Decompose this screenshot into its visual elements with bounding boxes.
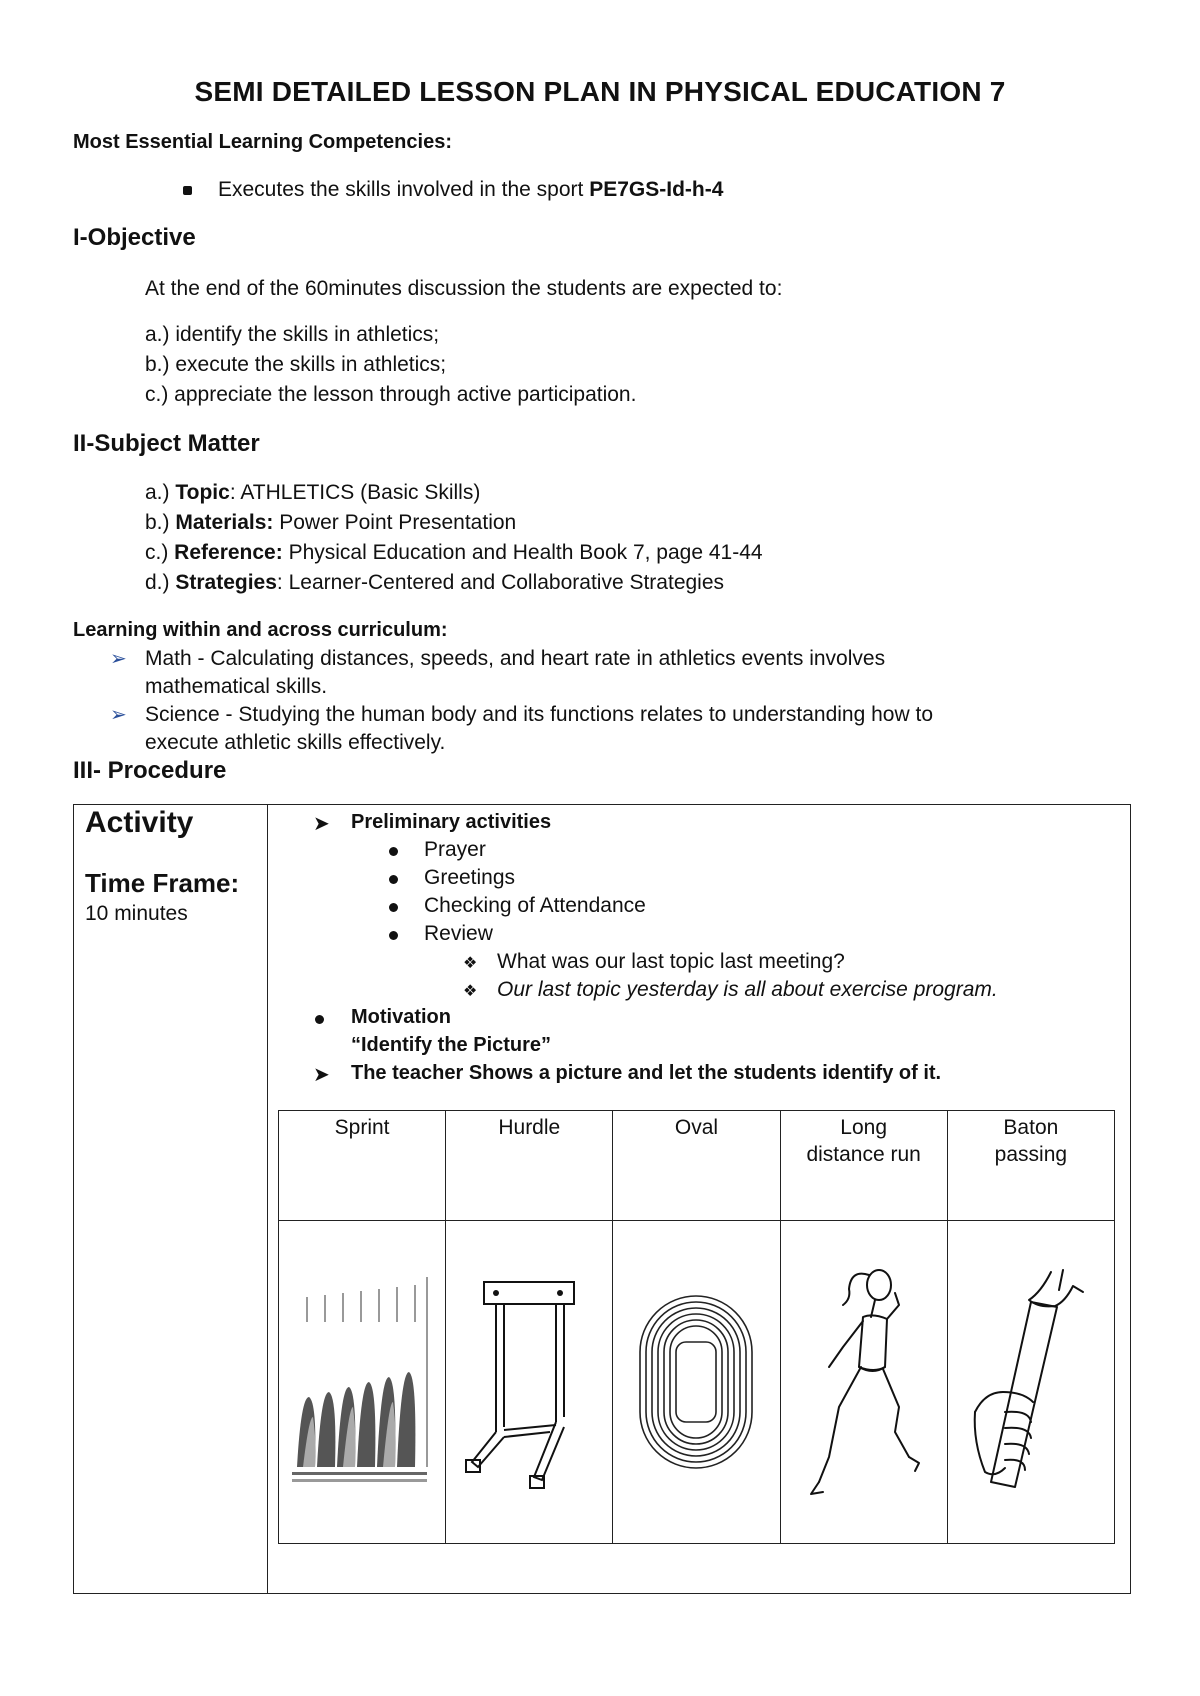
procedure-divider [267,804,268,1594]
motivation-heading: Motivation [351,1006,451,1028]
objective-item-a: a.) identify the skills in athletics; [145,323,440,346]
square-bullet-icon [183,186,192,195]
subject-item-strategies: d.) Strategies: Learner-Centered and Collaborative Strategies [145,571,725,594]
baton-pass-illustration [971,1262,1091,1502]
procedure-heading: III- Procedure [73,757,227,784]
round-bullet-icon [389,903,398,912]
column-header-hurdle: Hurdle [446,1111,613,1221]
competencies-heading: Most Essential Learning Competencies: [73,131,452,153]
preliminary-item-attendance: Checking of Attendance [424,894,646,917]
objective-intro: At the end of the 60minutes discussion the students are expected to: [145,277,783,300]
review-question: What was our last topic last meeting? [497,950,845,973]
column-header-long-distance-run: Long distance run [780,1111,947,1221]
chevron-bullet-icon: ➤ [313,1064,330,1086]
curriculum-science-line2: execute athletic skills effectively. [145,731,446,754]
oval-picture-cell [613,1221,780,1544]
round-bullet-icon [389,875,398,884]
teacher-instruction: The teacher Shows a picture and let the students identify of it. [351,1062,942,1084]
arrow-bullet-icon: ➢ [110,704,127,726]
competency-text: Executes the skills involved in the sport [218,178,584,201]
baton-passing-picture-cell [947,1221,1114,1544]
oval-track-illustration [636,1292,756,1472]
subject-item-reference: c.) Reference: Physical Education and Health Book 7, page 41-44 [145,541,763,564]
preliminary-heading: Preliminary activities [351,811,552,833]
time-frame-label: Time Frame: [85,868,240,898]
activity-label: Activity [85,806,194,839]
arrow-bullet-icon: ➢ [110,648,127,670]
column-header-baton-passing: Baton passing [947,1111,1114,1221]
objective-item-b: b.) execute the skills in athletics; [145,353,447,376]
long-distance-run-picture-cell [780,1221,947,1544]
curriculum-heading: Learning within and across curriculum: [73,619,448,641]
round-bullet-icon [315,1015,324,1024]
time-frame-value: 10 minutes [85,902,188,925]
subject-item-materials: b.) Materials: Power Point Presentation [145,511,517,534]
chevron-bullet-icon: ➤ [313,813,330,835]
competency-item [218,178,723,202]
sprint-start-illustration [287,1267,437,1497]
competency-code: PE7GS-Id-h-4 [589,178,724,201]
picture-table [278,1110,1115,1544]
preliminary-item-prayer: Prayer [424,838,486,861]
preliminary-item-greetings: Greetings [424,866,516,889]
column-header-sprint: Sprint [279,1111,446,1221]
curriculum-math-line2: mathematical skills. [145,675,328,698]
review-answer: Our last topic yesterday is all about exercise program. [497,978,998,1001]
page-title: SEMI DETAILED LESSON PLAN IN PHYSICAL EDUCATION 7 [194,76,1006,107]
round-bullet-icon [389,847,398,856]
round-bullet-icon [389,931,398,940]
diamond-bullet-icon: ❖ [463,983,478,1000]
curriculum-science-line1: Science - Studying the human body and its functions relates to understanding how to [145,703,933,726]
hurdle-picture-cell [446,1221,613,1544]
objective-heading: I-Objective [73,224,196,251]
diamond-bullet-icon: ❖ [463,955,478,972]
sprint-picture-cell [279,1221,446,1544]
column-header-oval: Oval [613,1111,780,1221]
curriculum-math-line1: Math - Calculating distances, speeds, and heart rate in athletics events involves [145,647,886,670]
runner-illustration [799,1257,929,1507]
objective-item-c: c.) appreciate the lesson through active participation. [145,383,637,406]
hurdle-illustration [464,1262,594,1502]
subject-item-topic: a.) Topic: ATHLETICS (Basic Skills) [145,481,481,504]
preliminary-item-review: Review [424,922,493,945]
motivation-title: “Identify the Picture” [351,1034,552,1056]
subject-matter-heading: II-Subject Matter [73,430,260,457]
